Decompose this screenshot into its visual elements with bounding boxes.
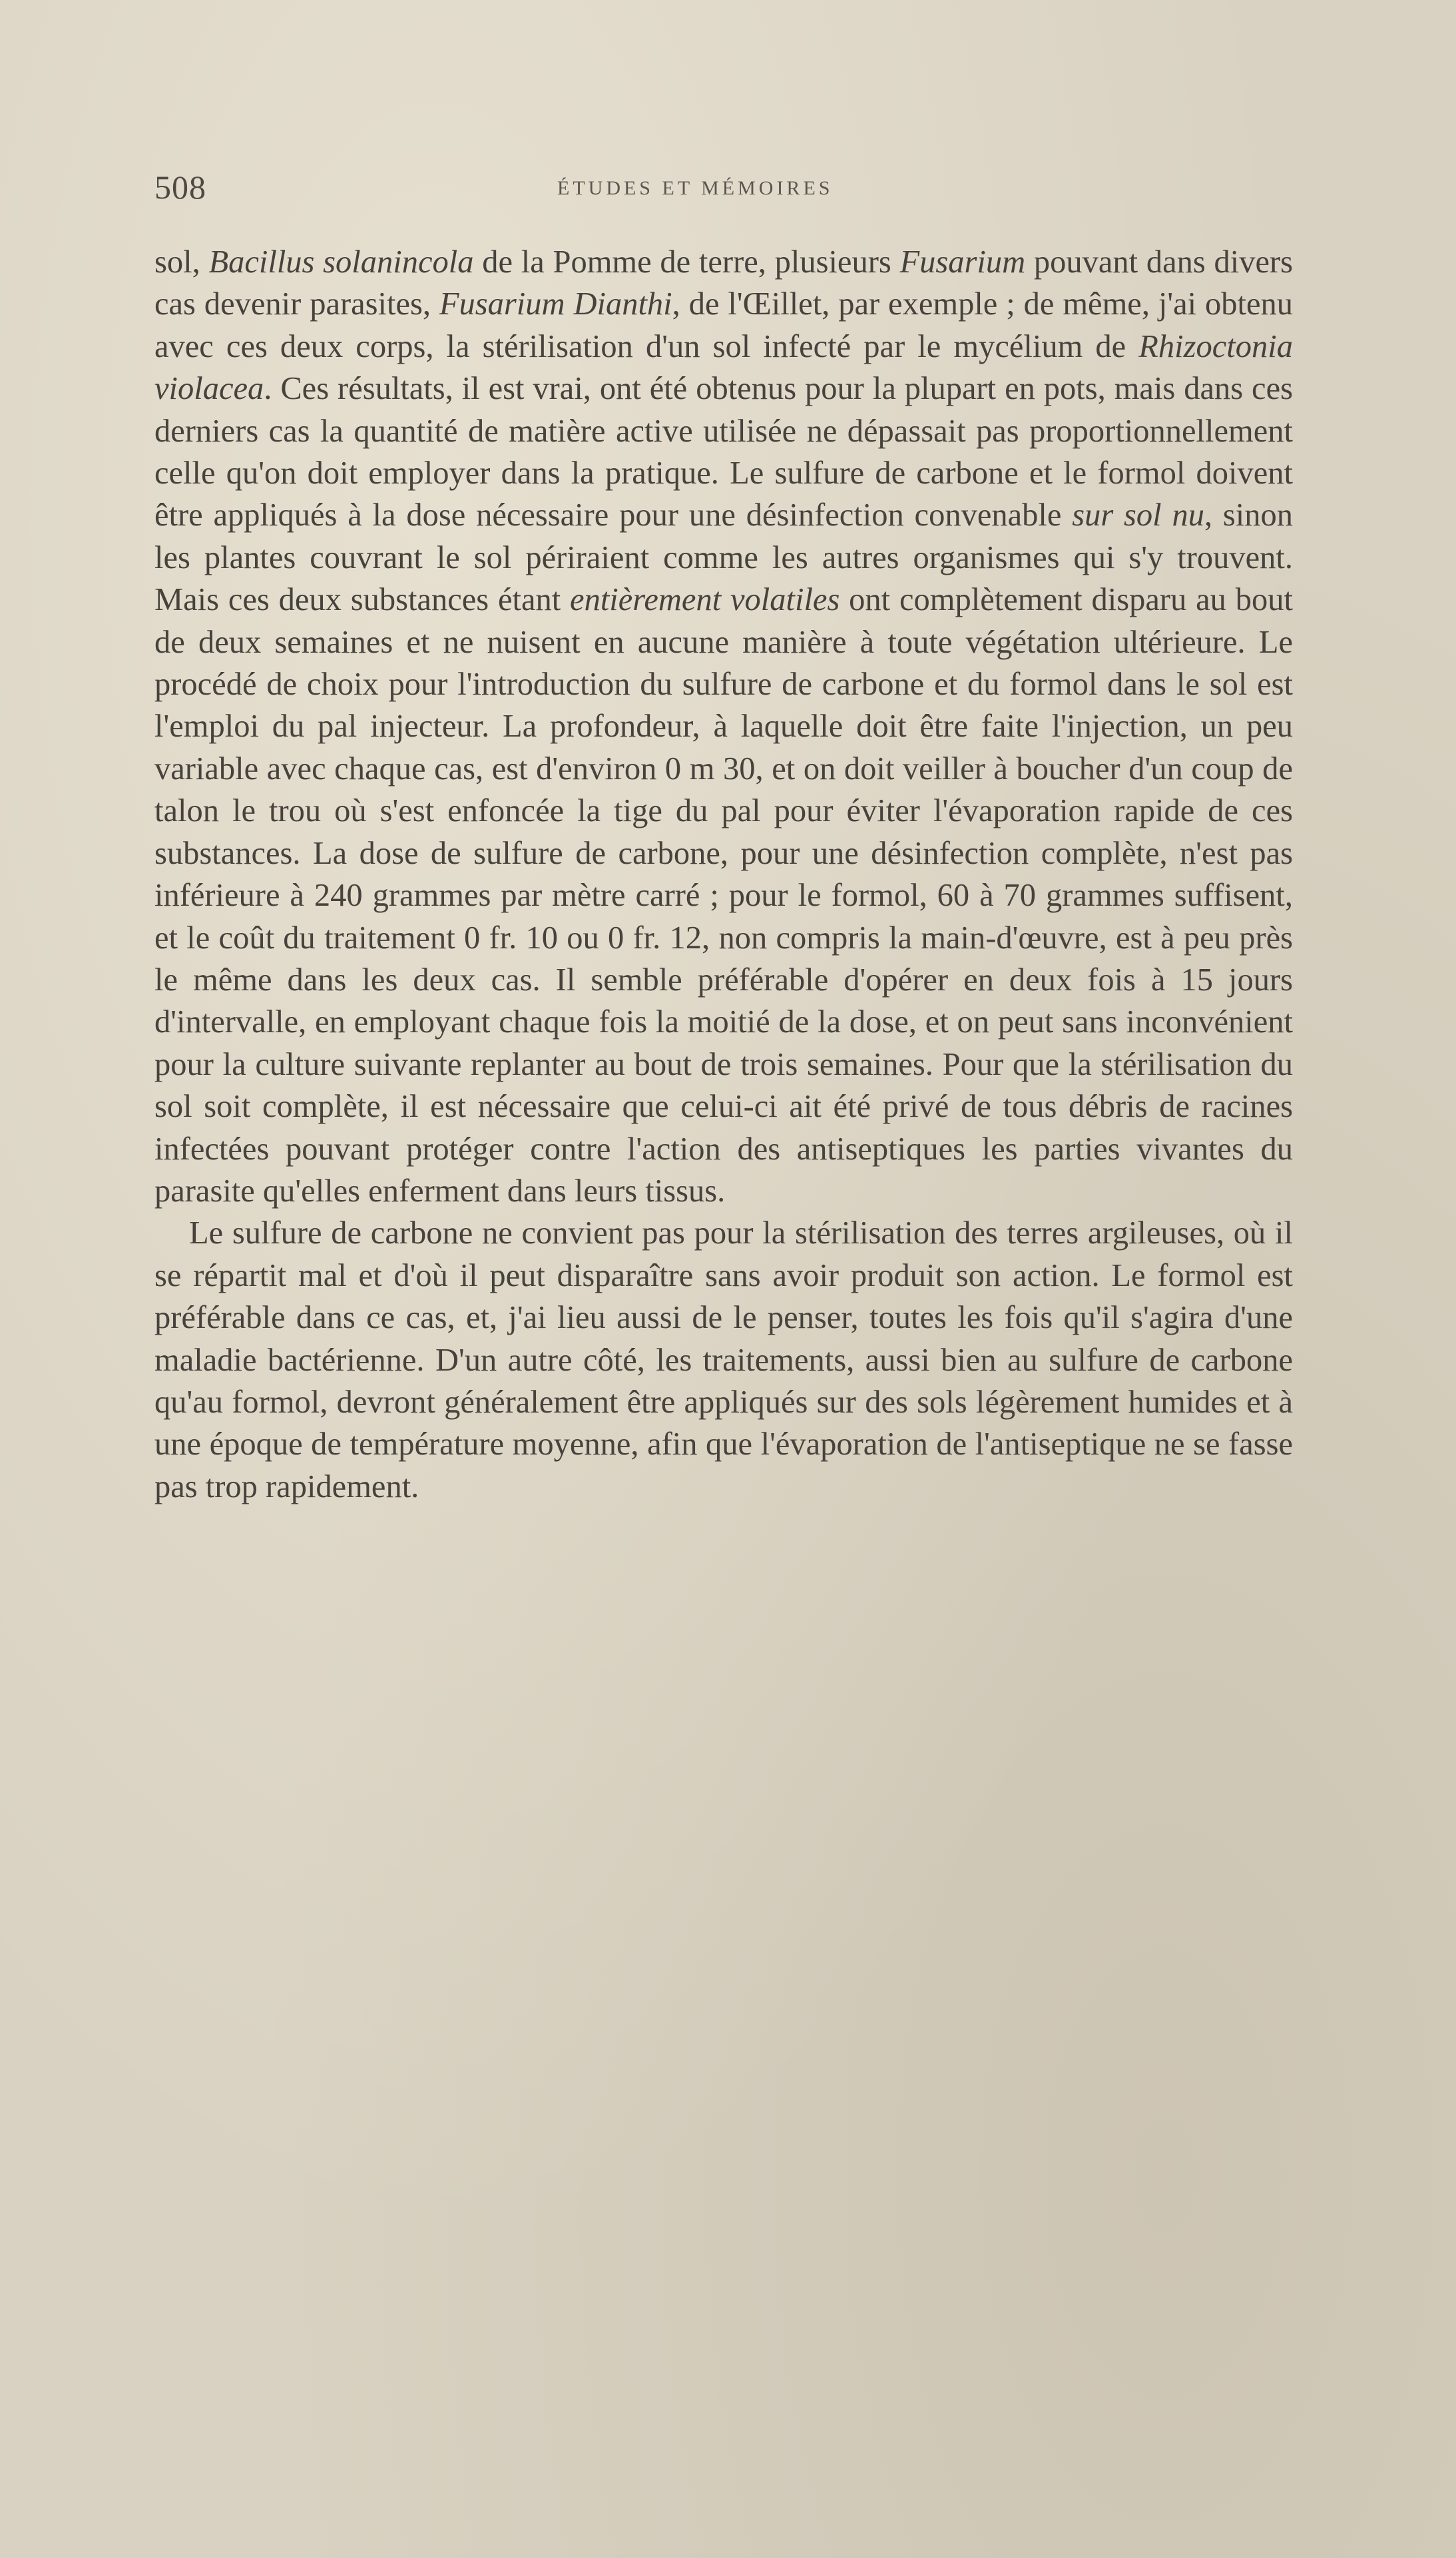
paragraph-2: Le sulfure de carbone ne convient pas pour la stérilisation des terres argileuses, où il se répartit mal et d'où il peut disparaître sans avoir produit son action. Le formol est préférable dans ce cas, et, j'ai lieu aussi de le penser, toutes les fois qu'il s'agira d'une maladie bactérienne. D'un autre côté, les traitements, aussi bien au sulfure de carbone qu'au formol, devront généralement être appliqués sur des sols légèrement humides et à une époque de température moyenne, afin que l'évaporation de l'antiseptique ne se fasse pas trop rapidement. — [154, 1215, 1293, 1504]
italic-run: sur sol nu — [1072, 497, 1204, 533]
text-run: pouvant dans divers cas devenir parasites, — [154, 244, 1293, 322]
text-run: , de l'Œillet, par exemple ; de même, j'ai obtenu avec ces deux corps, la stérilisation d'un sol infecté par le mycélium de — [154, 286, 1294, 364]
text-run: ont complètement disparu au bout de deux semaines et ne nuisent en aucune manière à toute végétation ultérieure. Le procédé de choix pour l'introduction du sulfure de carbone et du formol dans le sol est l'emploi du pal injecteur. La profondeur, à laquelle doit être faite l'injection, un peu variable avec chaque cas, est d'environ 0 m 30, et on doit veiller à boucher d'un coup de talon le trou où s'est enfoncée la tige du pal pour éviter l'évaporation rapide de ces substances. La dose de sulfure de carbone, pour une désinfection complète, n'est pas inférieure à 240 grammes par mètre carré ; pour le formol, 60 à 70 grammes suffisent, et le coût du traitement 0 fr. 10 ou 0 fr. 12, non compris la main-d'œuvre, est à peu près le même dans les deux cas. Il semble préférable d'opérer en deux fois à 15 jours d'intervalle, en employant chaque fois la moitié de la dose, et on peut sans inconvénient pour la culture suivante replanter au bout de trois semaines. Pour que la stérilisation du sol soit complète, il est nécessaire que celui-ci ait été privé de tous débris de racines infectées pouvant protéger contre l'action des antiseptiques les parties vivantes du parasite qu'elles enferment dans leurs tissus. — [154, 582, 1293, 1209]
italic-run: Fusarium Dianthi — [439, 286, 672, 322]
paragraph-1 — [154, 241, 1293, 1212]
italic-run: Rhizoctonia violacea — [154, 328, 1293, 407]
italic-run: entièrement volatiles — [570, 582, 840, 618]
text-run: , sinon les plantes couvrant le sol périraient comme les autres organismes qui s'y trouvent. Mais ces deux substances étant — [154, 497, 1293, 618]
running-head: ÉTUDES ET MÉMOIRES — [557, 177, 834, 199]
page-number: 508 — [154, 168, 206, 206]
text-run: . Ces résultats, il est vrai, ont été obtenus pour la plupart en pots, mais dans ces derniers cas la quantité de matière active utilisée ne dépassait pas proportionnellement celle qu'on doit employer dans la pratique. Le sulfure de carbone et le formol doivent être appliqués à la dose nécessaire pour une désinfection convenable — [154, 371, 1293, 533]
body-text — [154, 241, 1293, 1508]
text-run: sol, — [154, 244, 209, 280]
italic-run: Bacillus solanincola — [208, 244, 474, 280]
text-run: de la Pomme de terre, plusieurs — [473, 244, 900, 280]
italic-run: Fusarium — [899, 244, 1026, 280]
page-header — [154, 168, 1286, 214]
